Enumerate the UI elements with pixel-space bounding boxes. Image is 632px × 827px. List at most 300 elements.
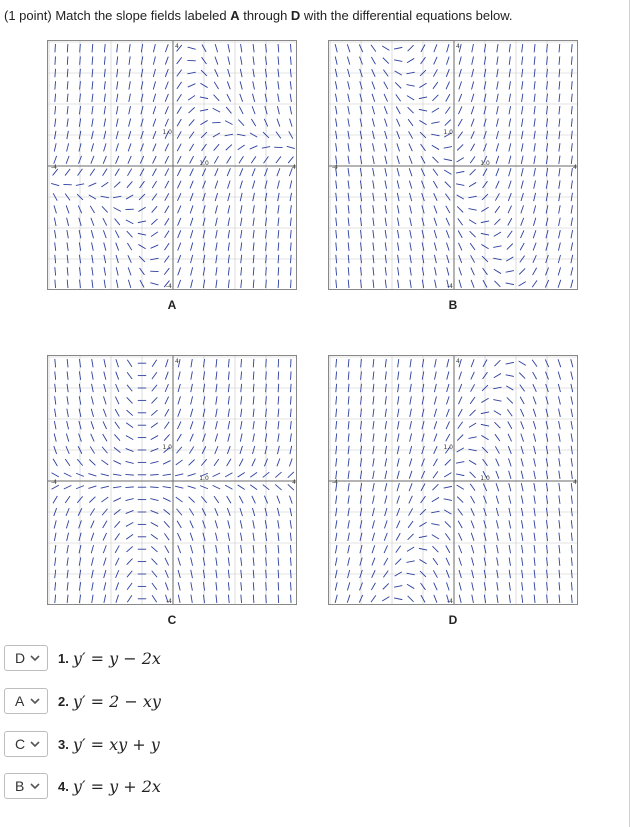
slope-segment: [521, 520, 522, 528]
slope-segment: [228, 280, 229, 288]
slope-segment: [91, 396, 93, 404]
slope-segment: [397, 483, 399, 491]
slope-segment: [92, 359, 93, 367]
slope-segment: [115, 219, 120, 226]
slope-segment: [290, 421, 291, 429]
slope-segment: [104, 44, 105, 52]
slope-segment: [165, 218, 169, 225]
slope-segment: [508, 458, 511, 466]
slope-segment: [175, 474, 183, 476]
slope-segment: [128, 143, 131, 151]
slope-segment: [547, 557, 548, 565]
slope-segment: [241, 267, 242, 275]
slope-segment: [360, 409, 361, 417]
slope-segment: [151, 397, 157, 403]
slope-segment: [266, 230, 267, 238]
slope-segment: [571, 359, 573, 367]
slope-segment: [54, 520, 56, 528]
slope-segment: [447, 44, 449, 52]
slope-segment: [67, 56, 68, 64]
slope-segment: [397, 168, 399, 176]
slope-segment: [459, 372, 462, 380]
slope-segment: [336, 193, 337, 201]
slope-segment: [92, 371, 94, 379]
slope-segment: [250, 485, 257, 490]
slope-segment: [571, 156, 572, 164]
slope-segment: [55, 280, 56, 288]
slope-segment: [534, 81, 535, 89]
slope-segment: [446, 94, 450, 101]
slope-segment: [92, 56, 93, 64]
slope-segment: [67, 44, 68, 52]
slope-segment: [92, 94, 93, 102]
slope-segment: [215, 533, 217, 541]
slope-segment: [289, 496, 292, 504]
slope-segment: [472, 558, 474, 566]
slope-segment: [253, 371, 254, 379]
slope-segment: [348, 180, 349, 188]
slope-segment: [191, 558, 193, 566]
slope-segment: [385, 384, 386, 392]
slope-segment: [91, 558, 93, 566]
slope-segment: [128, 267, 131, 275]
slope-segment: [165, 144, 169, 152]
slope-segment: [129, 106, 131, 114]
slope-segment: [435, 280, 437, 288]
slope-segment: [508, 181, 511, 189]
slope-segment: [397, 205, 399, 213]
slope-segment: [446, 421, 449, 429]
slope-segment: [470, 169, 476, 175]
slope-segment: [165, 119, 168, 127]
slope-segment: [190, 421, 193, 429]
slope-segment: [433, 82, 438, 89]
slope-segment: [447, 359, 449, 367]
slope-segment: [54, 421, 56, 429]
slope-segment: [534, 205, 536, 213]
slope-segment: [470, 156, 475, 163]
slope-segment: [178, 595, 180, 603]
slope-segment: [153, 81, 155, 89]
slope-segment: [165, 397, 169, 405]
slope-segment: [188, 84, 196, 87]
slope-segment: [153, 156, 157, 164]
slope-segment: [371, 583, 375, 590]
slope-segment: [54, 205, 56, 213]
slope-segment: [215, 421, 217, 429]
slope-segment: [178, 372, 180, 380]
slope-segment: [509, 533, 511, 541]
slope-segment: [456, 184, 464, 186]
slope-segment: [445, 533, 450, 540]
y-one-label: 1.0: [443, 129, 453, 136]
slope-segment: [398, 396, 399, 404]
slope-segment: [373, 156, 375, 164]
slope-segment: [214, 156, 218, 163]
slope-segment: [240, 533, 241, 541]
slope-segment: [398, 359, 399, 367]
slope-segment: [559, 458, 560, 466]
slope-segment: [88, 486, 96, 489]
slope-segment: [150, 474, 158, 475]
slope-segment: [397, 496, 400, 504]
slope-segment: [444, 499, 452, 501]
slope-segment: [67, 69, 68, 77]
slope-segment: [434, 57, 437, 65]
slope-segment: [278, 205, 279, 213]
slope-segment: [52, 473, 59, 477]
slope-segment: [67, 106, 68, 114]
slope-segment: [470, 472, 476, 478]
slope-segment: [104, 359, 106, 367]
slope-segment: [396, 533, 400, 540]
slope-segment: [152, 372, 157, 379]
slope-segment: [444, 170, 451, 174]
slope-segment: [252, 496, 256, 504]
slope-segment: [335, 557, 337, 565]
slope-segment: [66, 520, 68, 528]
slope-segment: [385, 180, 387, 188]
slope-segment: [433, 471, 438, 478]
slope-segment: [178, 267, 181, 275]
slope-segment: [291, 582, 292, 590]
slope-segment: [101, 497, 108, 502]
slope-segment: [509, 143, 511, 151]
slope-segment: [494, 269, 501, 273]
slope-segment: [546, 131, 547, 139]
slope-segment: [446, 82, 449, 90]
slope-segment: [265, 56, 266, 64]
slope-segment: [253, 421, 254, 429]
slope-segment: [521, 495, 523, 503]
slope-segment: [509, 496, 511, 504]
slope-segment: [216, 409, 218, 417]
slope-segment: [253, 533, 254, 541]
slope-segment: [495, 206, 500, 213]
slope-segment: [228, 570, 229, 578]
slope-segment: [91, 533, 94, 541]
slope-segment: [291, 371, 292, 379]
slope-segment: [559, 495, 560, 503]
slope-segment: [558, 267, 560, 275]
slope-segment: [559, 533, 560, 541]
slope-segment: [397, 143, 400, 151]
x-min-label: -4: [51, 164, 57, 171]
slope-segment: [361, 267, 362, 275]
slope-segment: [360, 230, 361, 238]
slope-segment: [241, 255, 242, 263]
slope-segment: [165, 546, 169, 553]
slope-segment: [278, 384, 279, 392]
slope-segment: [385, 409, 386, 417]
answer-select-2[interactable]: A: [4, 688, 48, 714]
slope-segment: [291, 280, 292, 288]
slope-segment: [459, 280, 461, 288]
slope-segment: [80, 280, 81, 288]
slope-segment: [228, 396, 229, 404]
slope-segment: [509, 94, 510, 102]
slope-segment: [559, 218, 561, 226]
slope-segment: [446, 218, 449, 226]
slope-segment: [445, 459, 451, 465]
slope-segment: [126, 436, 133, 440]
slope-segment: [67, 409, 69, 417]
slope-segment: [104, 69, 105, 77]
slope-segment: [67, 384, 68, 392]
slope-segment: [241, 557, 242, 565]
slope-segment: [471, 94, 473, 102]
slope-segment: [396, 107, 400, 114]
slope-segment: [55, 69, 56, 77]
slope-segment: [373, 409, 374, 417]
slope-segment: [228, 242, 229, 250]
slope-segment: [459, 545, 462, 553]
slope-segment: [67, 595, 68, 603]
slope-segment: [114, 521, 120, 527]
slope-segment: [559, 230, 561, 238]
slope-segment: [493, 400, 501, 402]
slope-segment: [104, 267, 106, 275]
slope-segment: [348, 483, 349, 491]
slope-segment: [471, 106, 474, 114]
slope-segment: [571, 396, 573, 404]
slope-segment: [238, 145, 245, 150]
answer-select-1[interactable]: D: [4, 645, 48, 671]
slope-segment: [471, 268, 474, 276]
slope-segment: [290, 255, 291, 263]
slope-segment: [226, 145, 232, 151]
slope-segment: [190, 409, 192, 417]
slope-segment: [434, 218, 437, 226]
slope-segment: [509, 582, 510, 590]
slope-segment: [252, 181, 254, 189]
slope-segment: [384, 82, 388, 89]
slope-segment: [152, 583, 157, 590]
slope-segment: [253, 433, 255, 441]
slope-segment: [165, 156, 169, 164]
slope-segment: [472, 582, 474, 590]
slope-segment: [103, 156, 106, 164]
slope-segment: [178, 558, 181, 566]
slope-segment: [177, 57, 182, 64]
slope-segment: [165, 558, 169, 566]
slope-segment: [116, 582, 119, 590]
slope-segment: [384, 119, 387, 127]
slope-segment: [434, 409, 436, 417]
slope-segment: [216, 371, 217, 379]
slope-segment: [191, 582, 193, 590]
slope-segment: [165, 409, 169, 416]
slope-segment: [278, 359, 279, 367]
slope-segment: [336, 205, 337, 213]
slope-segment: [434, 44, 437, 52]
slope-segment: [151, 219, 157, 225]
slope-segment: [227, 81, 230, 89]
slope-segment: [558, 372, 560, 380]
slope-segment: [91, 434, 94, 442]
slope-segment: [252, 168, 255, 176]
slope-segment: [92, 280, 93, 288]
slope-segment: [190, 545, 192, 553]
slope-segment: [372, 520, 374, 528]
slope-segment: [409, 458, 411, 466]
slope-segment: [348, 446, 349, 454]
slope-segment: [55, 359, 56, 367]
slope-segment: [571, 193, 572, 201]
slope-segment: [383, 58, 389, 64]
slope-segment: [214, 459, 219, 466]
slope-segment: [250, 472, 257, 477]
slope-segment: [360, 180, 361, 188]
slope-segment: [291, 384, 292, 392]
slope-segment: [102, 206, 108, 212]
slope-segment: [396, 546, 401, 553]
slope-segment: [534, 495, 535, 503]
slope-segment: [91, 218, 94, 226]
slope-segment: [80, 44, 81, 52]
slope-segment: [290, 218, 291, 226]
slope-segment: [151, 522, 158, 526]
slope-segment: [348, 118, 350, 126]
slope-segment: [215, 434, 217, 442]
slope-segment: [215, 168, 218, 176]
slope-segment: [520, 409, 523, 417]
slope-segment: [278, 255, 279, 263]
slope-segment: [216, 582, 217, 590]
slope-segment: [278, 280, 279, 288]
slope-segment: [509, 557, 510, 565]
slope-segment: [67, 557, 68, 565]
slope-segment: [228, 44, 230, 52]
slope-segment: [432, 497, 439, 501]
slope-segment: [227, 156, 231, 163]
slope-segment: [128, 280, 130, 288]
slope-segment: [459, 57, 461, 65]
slope-segment: [571, 557, 572, 565]
slope-segment: [571, 458, 572, 466]
slope-segment: [435, 267, 437, 275]
slope-segment: [178, 582, 180, 590]
slope-segment: [446, 206, 450, 213]
slope-segment: [397, 230, 398, 238]
slope-segment: [347, 44, 350, 52]
slope-segment: [189, 107, 195, 113]
slope-segment: [291, 267, 292, 275]
plot-label-a: A: [167, 298, 177, 312]
slope-segment: [216, 242, 217, 250]
slope-segment: [129, 119, 131, 127]
slope-segment: [571, 570, 572, 578]
slope-segment: [521, 458, 523, 466]
slope-segment: [55, 106, 56, 114]
slope-segment: [533, 268, 537, 275]
slope-segment: [291, 570, 292, 578]
slope-segment: [177, 521, 181, 528]
slope-segment: [410, 205, 412, 213]
slope-segment: [215, 205, 217, 213]
slope-segment: [275, 472, 281, 478]
slope-segment: [278, 230, 279, 238]
slope-segment: [90, 206, 94, 213]
slope-segment: [384, 106, 387, 114]
slope-segment: [348, 533, 350, 541]
slope-segment: [361, 384, 362, 392]
slope-segment: [547, 570, 548, 578]
slope-segment: [571, 118, 572, 126]
slope-segment: [534, 533, 535, 541]
slope-segment: [372, 533, 374, 541]
slope-segment: [115, 422, 120, 429]
slope-segment: [152, 168, 156, 175]
slope-segment: [546, 495, 547, 503]
slope-segment: [509, 81, 510, 89]
slope-segment: [191, 280, 193, 288]
slope-segment: [385, 359, 386, 367]
slope-segment: [384, 533, 387, 541]
slope-segment: [239, 496, 243, 503]
slope-segment: [55, 582, 56, 590]
slope-segment: [348, 205, 349, 213]
slope-segment: [469, 423, 476, 427]
slope-segment: [92, 582, 94, 590]
slope-segment: [191, 396, 193, 404]
slope-segment: [126, 499, 134, 501]
slope-segment: [129, 56, 130, 64]
y-min-label: -4: [166, 598, 172, 605]
slope-segment: [115, 533, 120, 540]
slope-segment: [360, 205, 361, 213]
slope-segment: [336, 421, 337, 429]
slope-segment: [278, 371, 279, 379]
slope-segment: [336, 495, 337, 503]
x-min-label: -4: [332, 164, 338, 171]
answer-select-3[interactable]: C: [4, 731, 48, 757]
slope-segment: [55, 230, 56, 238]
slope-segment: [163, 474, 171, 475]
slope-segment: [373, 280, 374, 288]
slope-segment: [250, 146, 258, 149]
slope-segment: [127, 243, 131, 250]
slope-segment: [228, 421, 230, 429]
slope-segment: [348, 230, 349, 238]
slope-segment: [103, 230, 106, 238]
slope-field-plot-a: [47, 40, 297, 290]
slope-segment: [385, 421, 386, 429]
slope-segment: [434, 396, 436, 404]
slope-segment: [559, 595, 560, 603]
slope-segment: [189, 497, 195, 503]
slope-segment: [177, 107, 181, 114]
slope-segment: [509, 570, 510, 578]
slope-segment: [407, 547, 414, 551]
slope-segment: [104, 94, 105, 102]
slope-segment: [336, 471, 337, 479]
slope-segment: [115, 230, 119, 237]
slope-segment: [406, 561, 414, 563]
slope-segment: [520, 397, 524, 404]
slope-segment: [104, 595, 106, 603]
slope-segment: [266, 409, 267, 417]
slope-segment: [178, 218, 181, 226]
slope-segment: [348, 143, 349, 151]
slope-segment: [51, 183, 59, 185]
slope-segment: [396, 94, 401, 101]
slope-segment: [55, 267, 56, 275]
slope-segment: [534, 180, 536, 188]
slope-segment: [385, 280, 386, 288]
slope-segment: [176, 497, 183, 502]
answer-select-4[interactable]: B: [4, 773, 48, 799]
